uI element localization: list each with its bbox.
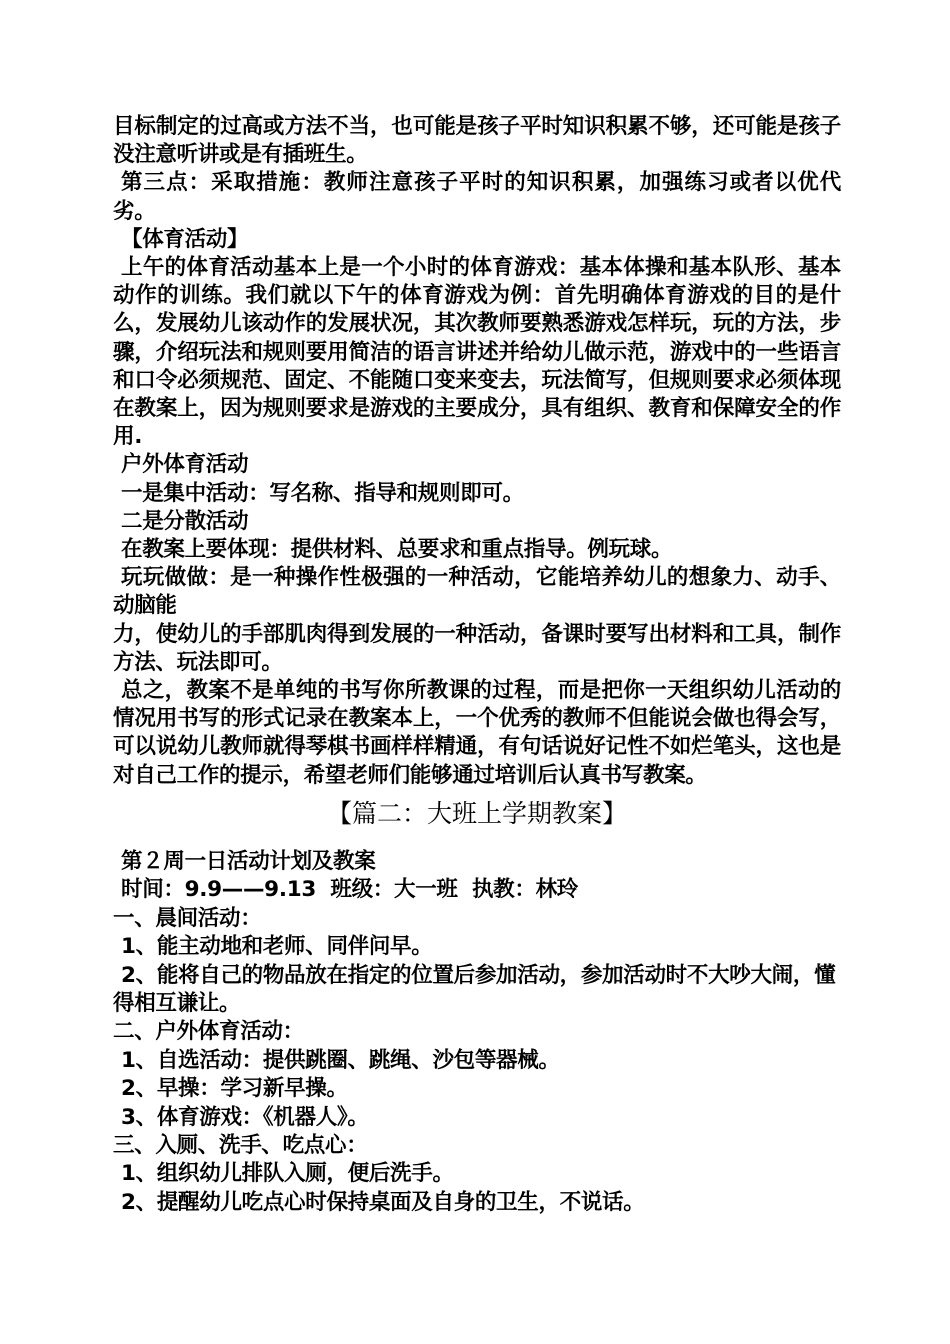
line-toilet-item-1: 1、组织幼儿排队入厕，便后洗手。: [121, 1161, 454, 1187]
paragraph-lesson-plan-requirements: 在教案上要体现：提供材料、总要求和重点指导。例玩球。: [121, 537, 673, 563]
paragraph-scattered-activity: 二是分散活动: [121, 508, 249, 534]
document-page: [113, 113, 841, 1217]
line-morning-item-2: 2、能将自己的物品放在指定的位置后参加活动，参加活动时不大吵大闹，懂得相互谦让。: [113, 962, 836, 1016]
heading-outdoor-sports: 户外体育活动: [121, 452, 249, 478]
line-morning-activity-heading: 一、晨间活动：: [113, 905, 262, 931]
line-time-class-teacher: 时间：9.9——9.13 班级：大一班 执教：林玲: [121, 877, 578, 903]
heading-sports-activity: 【体育活动】: [121, 226, 249, 252]
paragraph-play-and-make-cont: 力，使幼儿的手部肌肉得到发展的一种活动，备课时要写出材料和工具，制作方法、玩法即可。: [113, 621, 841, 675]
paragraph-third-point: 第三点：采取措施：教师注意孩子平时的知识积累，加强练习或者以优代劣。: [113, 170, 841, 224]
line-toilet-heading: 三、入厕、洗手、吃点心：: [113, 1132, 368, 1158]
line-outdoor-item-2: 2、早操：学习新早操。: [121, 1076, 348, 1102]
line-morning-item-1: 1、能主动地和老师、同伴问早。: [121, 934, 433, 960]
paragraph-concentrated-activity: 一是集中活动：写名称、指导和规则即可。: [121, 480, 524, 506]
paragraph-summary: 总之，教案不是单纯的书写你所教课的过程，而是把你一天组织幼儿活动的情况用书写的形式记录在教案本上，一个优秀的教师不但能说会做也得会写，可以说幼儿教师就得琴棋书画样样精通，有句话说好记性不如烂笔头，这也是对自己工作的提示，希望老师们能够通过培训后认真书写教案。: [113, 678, 841, 788]
paragraph-play-and-make: 玩玩做做：是一种操作性极强的一种活动，它能培养幼儿的想象力、动手、动脑能: [113, 565, 841, 619]
line-outdoor-heading: 二、户外体育活动：: [113, 1019, 304, 1045]
line-outdoor-item-3: 3、体育游戏：《机器人》。: [121, 1104, 369, 1130]
line-outdoor-item-1: 1、自选活动：提供跳圈、跳绳、沙包等器械。: [121, 1047, 560, 1073]
paragraph-goal-reasons: 目标制定的过高或方法不当，也可能是孩子平时知识积累不够，还可能是孩子没注意听讲或是有插班生。: [113, 114, 841, 168]
line-toilet-item-2: 2、提醒幼儿吃点心时保持桌面及自身的卫生，不说话。: [121, 1189, 645, 1215]
line-week-plan-title: 第２周一日活动计划及教案: [121, 848, 376, 874]
section-title: 【篇二：大班上学期教案】: [326, 798, 627, 828]
paragraph-sports-description: 上午的体育活动基本上是一个小时的体育游戏：基本体操和基本队形、基本动作的训练。我们就以下午的体育游戏为例：首先明确体育游戏的目的是什么，发展幼儿该动作的发展状况，其次教师要熟悉游戏怎样玩，玩的方法，步骤，介绍玩法和规则要用简洁的语言讲述并给幼儿做示范，游戏中的一些语言和口令必须规范、固定、不能随口变来变去，玩法简写，但规则要求必须体现在教案上，因为规则要求是游戏的主要成分，具有组织、教育和保障安全的作用.: [113, 255, 841, 450]
